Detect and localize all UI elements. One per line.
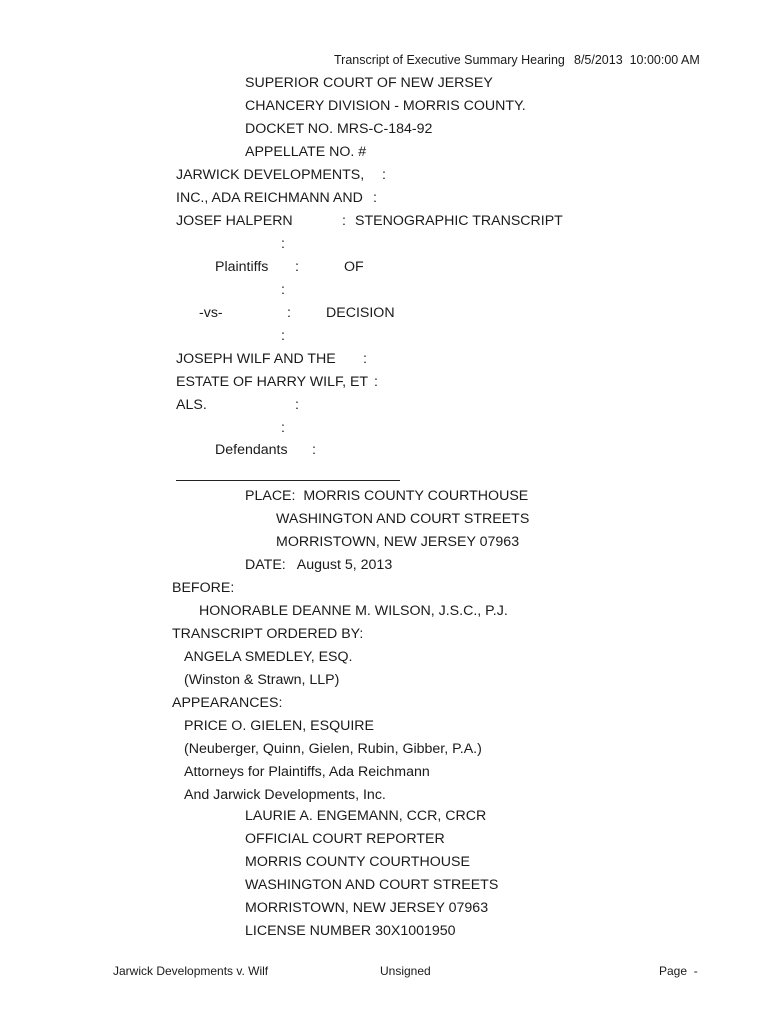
plaintiff-line-2: INC., ADA REICHMANN AND bbox=[176, 190, 363, 206]
court-name: SUPERIOR COURT OF NEW JERSEY bbox=[245, 75, 493, 91]
judge-name: HONORABLE DEANNE M. WILSON, J.S.C., P.J. bbox=[199, 603, 508, 619]
plaintiff-line-3: JOSEF HALPERN bbox=[176, 213, 293, 229]
reporter-address-3: MORRISTOWN, NEW JERSEY 07963 bbox=[245, 900, 489, 916]
caption-colon: : bbox=[295, 397, 299, 413]
defendant-line-1: JOSEPH WILF AND THE bbox=[176, 351, 336, 367]
footer-page-number: Page - bbox=[659, 964, 698, 978]
footer-status: Unsigned bbox=[380, 964, 431, 978]
plaintiffs-label: Plaintiffs bbox=[215, 259, 269, 275]
caption-colon: : bbox=[373, 190, 377, 206]
reporter-address-2: WASHINGTON AND COURT STREETS bbox=[245, 877, 499, 893]
reporter-title: OFFICIAL COURT REPORTER bbox=[245, 831, 445, 847]
ordered-by-firm: (Winston & Strawn, LLP) bbox=[184, 672, 340, 688]
versus-label: -vs- bbox=[199, 305, 223, 321]
hearing-date: DATE: August 5, 2013 bbox=[245, 557, 393, 573]
appearances-label: APPEARANCES: bbox=[172, 695, 283, 711]
docket-number: DOCKET NO. MRS-C-184-92 bbox=[245, 121, 433, 137]
ordered-by-name: ANGELA SMEDLEY, ESQ. bbox=[184, 649, 353, 665]
defendant-line-3: ALS. bbox=[176, 397, 207, 413]
ordered-by-label: TRANSCRIPT ORDERED BY: bbox=[172, 626, 364, 642]
caption-colon: : bbox=[281, 328, 285, 344]
caption-colon: : bbox=[281, 420, 285, 436]
caption-colon: : bbox=[295, 259, 299, 275]
plaintiff-line-1: JARWICK DEVELOPMENTS, bbox=[176, 167, 365, 183]
place-line-2: WASHINGTON AND COURT STREETS bbox=[276, 511, 530, 527]
court-division: CHANCERY DIVISION - MORRIS COUNTY. bbox=[245, 98, 526, 114]
doc-type-line-3: DECISION bbox=[326, 305, 395, 321]
header-datetime: 8/5/2013 10:00:00 AM bbox=[574, 53, 700, 67]
appearance-name: PRICE O. GIELEN, ESQUIRE bbox=[184, 718, 375, 734]
doc-type-line-2: OF bbox=[344, 259, 364, 275]
caption-colon: : bbox=[382, 167, 386, 183]
defendant-line-2: ESTATE OF HARRY WILF, ET bbox=[176, 374, 369, 390]
reporter-address-1: MORRIS COUNTY COURTHOUSE bbox=[245, 854, 470, 870]
header-transcript-title: Transcript of Executive Summary Hearing bbox=[334, 53, 565, 67]
appearance-firm: (Neuberger, Quinn, Gielen, Rubin, Gibber, P.A.) bbox=[184, 741, 482, 757]
caption-colon: : bbox=[342, 213, 346, 229]
caption-colon: : bbox=[374, 374, 378, 390]
defendants-label: Defendants bbox=[215, 442, 288, 458]
before-label: BEFORE: bbox=[172, 580, 235, 596]
caption-colon: : bbox=[287, 305, 291, 321]
caption-colon: : bbox=[281, 236, 285, 252]
doc-type-line-1: STENOGRAPHIC TRANSCRIPT bbox=[355, 213, 563, 229]
appearance-role-1: Attorneys for Plaintiffs, Ada Reichmann bbox=[184, 764, 430, 780]
appellate-number: APPELLATE NO. # bbox=[245, 144, 367, 160]
caption-colon: : bbox=[312, 442, 316, 458]
reporter-license: LICENSE NUMBER 30X1001950 bbox=[245, 923, 456, 939]
caption-colon: : bbox=[281, 282, 285, 298]
reporter-name: LAURIE A. ENGEMANN, CCR, CRCR bbox=[245, 808, 487, 824]
footer-case-name: Jarwick Developments v. Wilf bbox=[113, 964, 269, 978]
caption-divider-line bbox=[176, 480, 400, 481]
caption-colon: : bbox=[363, 351, 367, 367]
appearance-role-2: And Jarwick Developments, Inc. bbox=[184, 787, 386, 803]
place-line-1: PLACE: MORRIS COUNTY COURTHOUSE bbox=[245, 488, 529, 504]
place-line-3: MORRISTOWN, NEW JERSEY 07963 bbox=[276, 534, 520, 550]
